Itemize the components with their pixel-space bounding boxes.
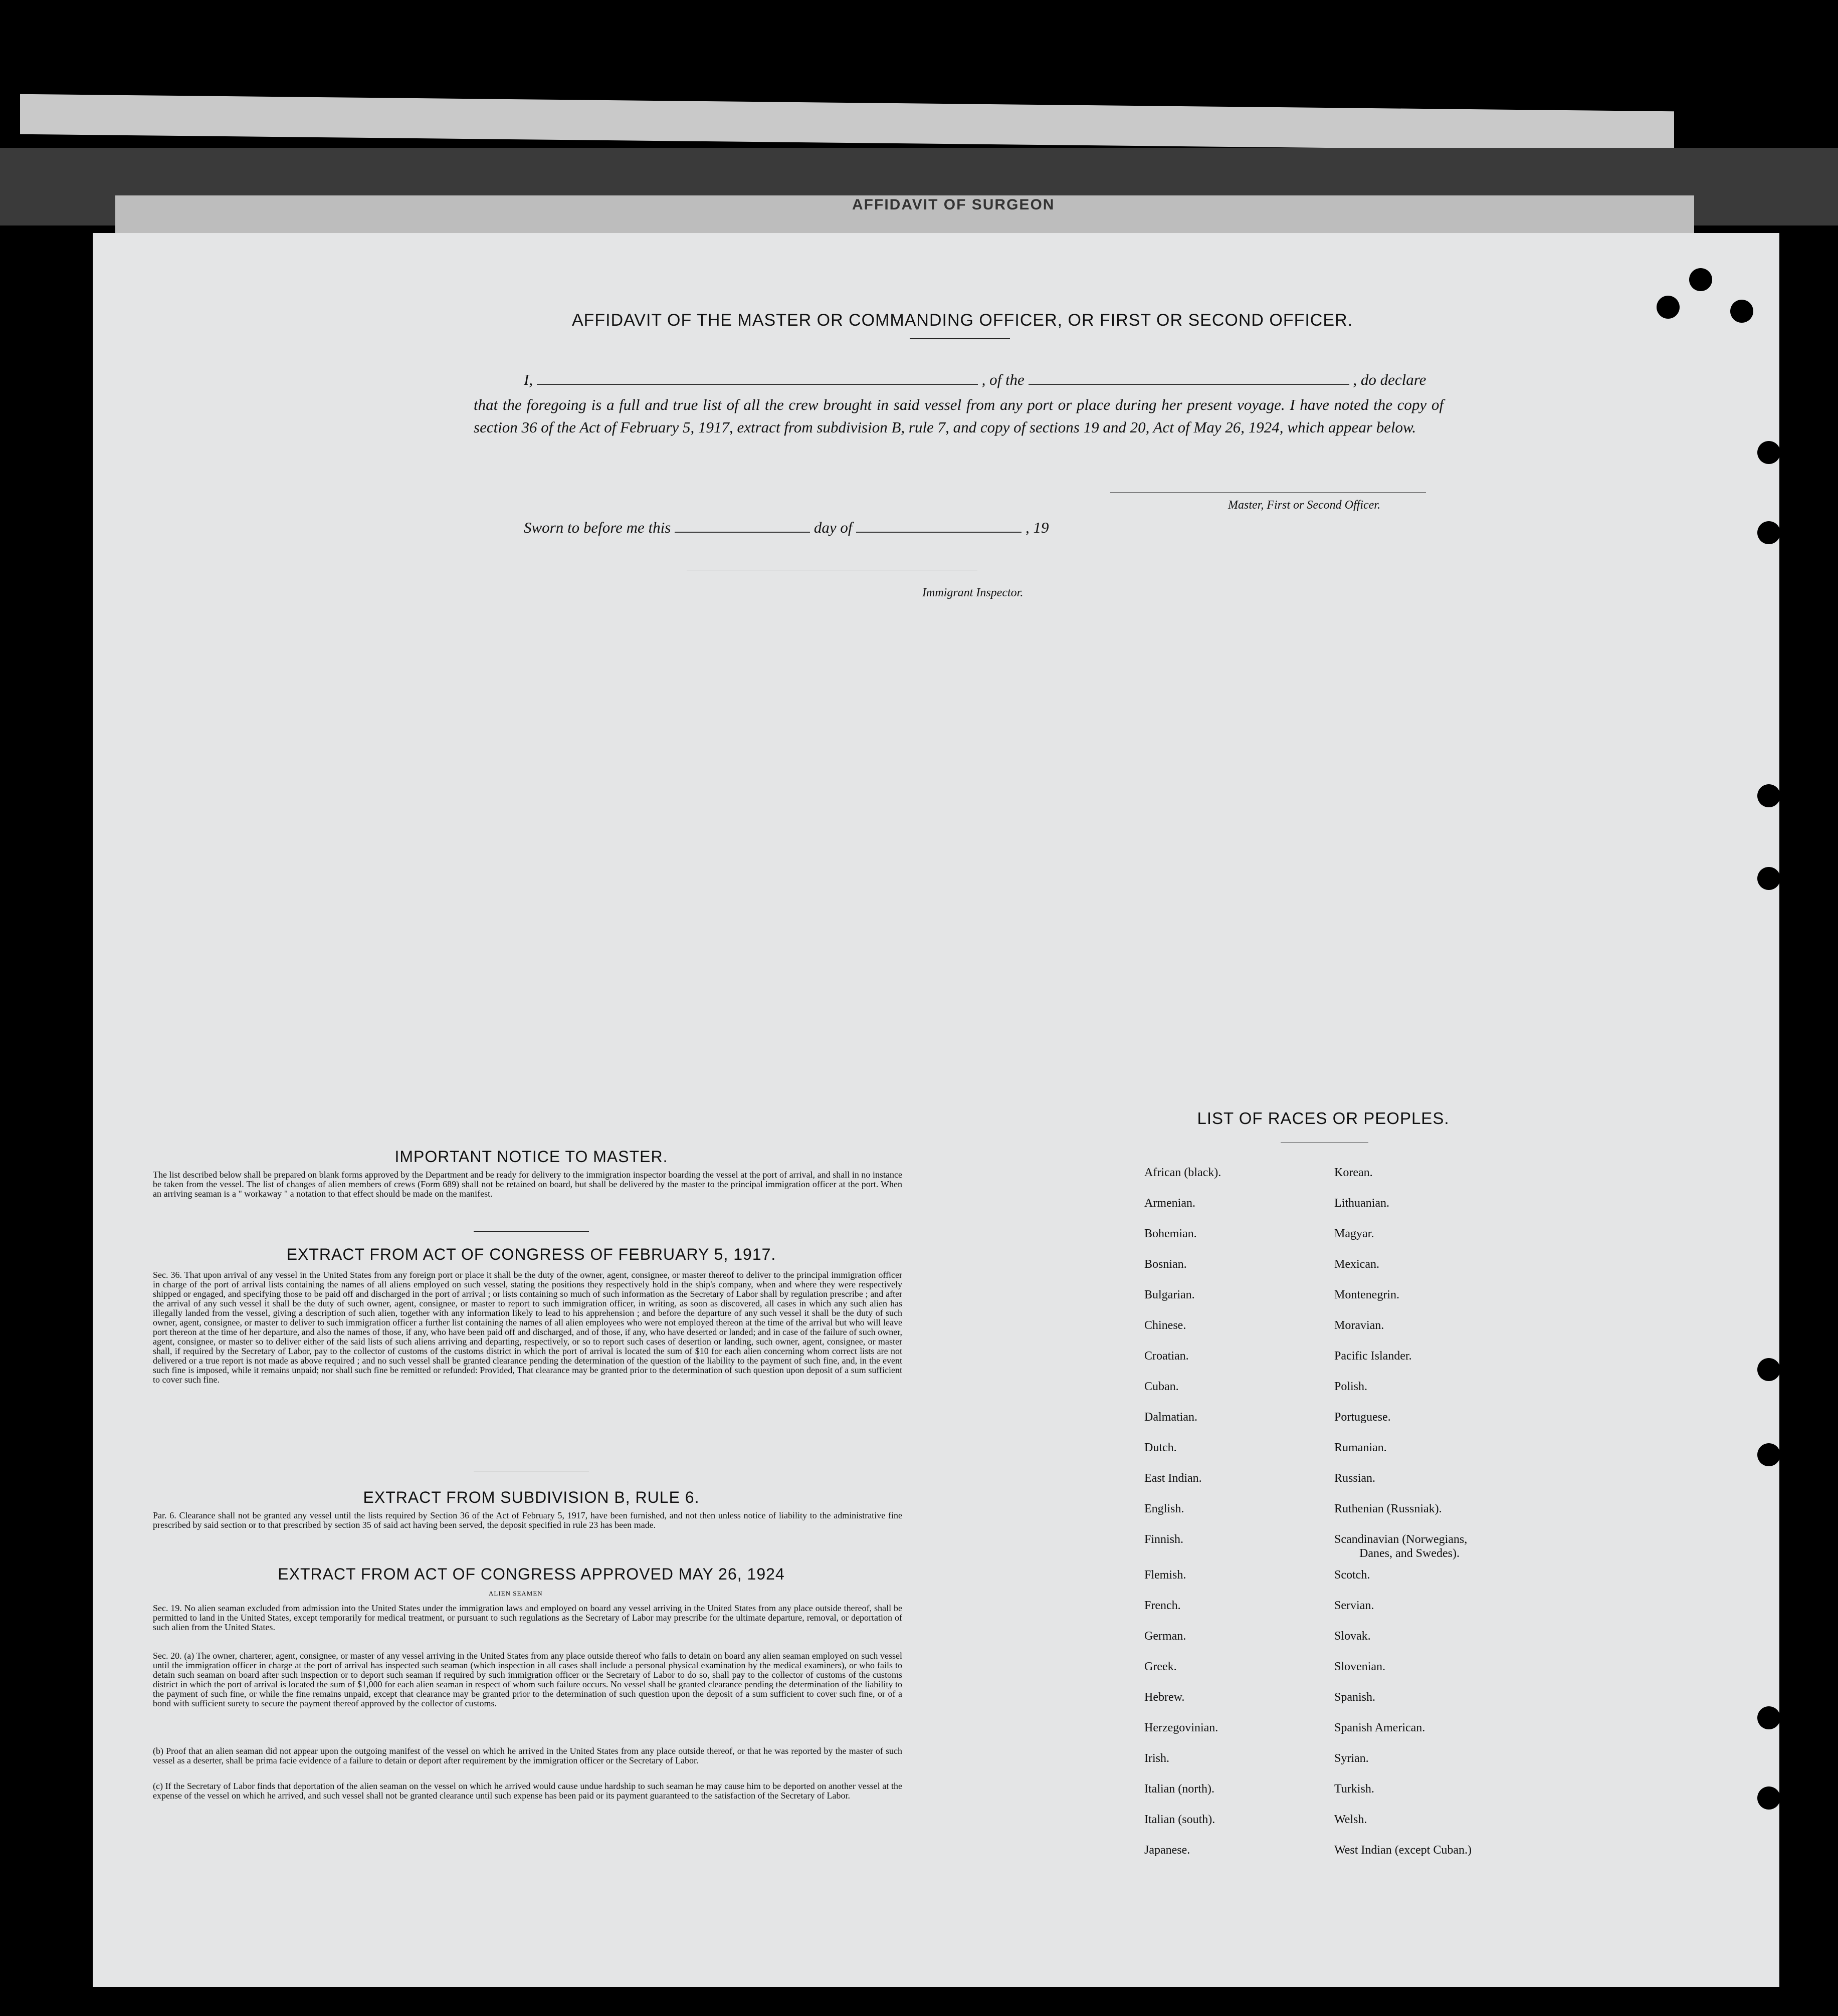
declarant-prefix: I, (524, 371, 533, 388)
signature-line[interactable] (1110, 492, 1426, 493)
sworn-line (524, 519, 1049, 537)
year-label: , 19 (1025, 519, 1049, 536)
race-item: Scandinavian (Norwegians, (1334, 1533, 1468, 1546)
race-item: Rumanian. (1334, 1441, 1387, 1454)
race-item: Syrian. (1334, 1752, 1369, 1765)
race-item: Montenegrin. (1334, 1288, 1399, 1301)
race-item: German. (1144, 1630, 1186, 1643)
race-item: Scotch. (1334, 1569, 1370, 1582)
race-item: Moravian. (1334, 1319, 1384, 1332)
race-item: Welsh. (1334, 1813, 1367, 1826)
race-item: East Indian. (1144, 1472, 1202, 1485)
extract-1924-sec20a: Sec. 20. (a) The owner, charterer, agent, consignee, or master of any vessel arriving in the United States from any place outside thereof who fails to detain on board any alien seaman employed on such vessel until the immigration officer in charge at the port of arrival has inspected such seaman (which inspection in all cases shall include a personal physical examination by the medical examiners), or who fails to detain such seaman on board after such inspection or to deport such seaman if required by such immigration officer or the Secretary of Labor to do so, shall pay to the collector of customs of the customs district in which the port of arrival is located the sum of $1,000 for each alien seaman in respect of whom such failure occurs. No vessel shall be granted clearance pending the determination of the liability to the payment of such fine, or while the fine remains unpaid, except that clearance may be granted prior to the determination of such question upon the deposit of a sum sufficient to cover such fine, or of a bond with sufficient surety to secure the payment thereof approved by the collector of customs. (153, 1651, 902, 1708)
sworn-day-field[interactable] (675, 532, 810, 533)
race-item: Hebrew. (1144, 1691, 1185, 1704)
punch-hole (1757, 1786, 1780, 1810)
race-item: Russian. (1334, 1472, 1376, 1485)
extract-1924-sec19: Sec. 19. No alien seaman excluded from admission into the United States under the immigration laws and employed on board any vessel arriving in the United States from any place outside thereof, shall be permitted to land in the United States, except temporarily for medical treatment, or pursuant to such regulations as the Secretary of Labor may prescribe for the ultimate departure, removal, or deportation of such alien from the United States. (153, 1603, 902, 1632)
do-declare-label: , do declare (1353, 371, 1426, 388)
race-item: Finnish. (1144, 1533, 1184, 1546)
title-divider (910, 338, 1010, 339)
of-the-label: , of the (981, 371, 1025, 388)
extract-1917-text: Sec. 36. That upon arrival of any vessel in the United States from any foreign port or place it shall be the duty of the owner, agent, consignee, or master thereof to deliver to the principal immigration officer in charge of the port of arrival lists containing the names of all aliens employed on such vessel, stating the positions they respectively hold in the ship's company, when and where they were respectively shipped or engaged, and specifying those to be paid off and discharged in the port of arrival ; or lists containing so much of such information as the Secretary of Labor shall by regulation prescribe ; and after the arrival of any such vessel it shall be the duty of such owner, agent, consignee, or master to report to such immigration officer, in writing, as soon as discovered, all cases in which any such alien has illegally landed from the vessel, giving a description of such alien, together with any information likely to lead to his apprehension ; and before the departure of any such vessel it shall be the duty of such owner, agent, consignee, or master to deliver to such immigration officer a further list containing the names of all alien employees who were not employed thereon at the time of the arrival but who will leave port thereon at the time of her departure, and also the names of those, if any, who have been paid off and discharged, and of those, if any, who have deserted or landed; and in case of the failure of such owner, agent, consignee, or master so to deliver either of the said lists of such aliens arriving and departing, respectively, or so to report such cases of desertion or landing, such owner, agent, consignee, or master shall, if required by the Secretary of Labor, pay to the collector of customs of the customs district in which the port of arrival is located the sum of $10 for each alien concerning whom correct lists are not delivered or a true report is not made as above required ; and no such vessel shall be granted clearance pending the determination of the question of the liability to the payment of such fine, and, in the event such fine is imposed, while it remains unpaid; nor shall such fine be remitted or refunded: Provided, That clearance may be granted prior to the determination of such question upon deposit of a sum sufficient to cover such fine. (153, 1270, 902, 1385)
race-item: Dutch. (1144, 1441, 1177, 1454)
punch-hole (1689, 268, 1712, 291)
race-item: Lithuanian. (1334, 1197, 1389, 1210)
declaration-text (474, 393, 1444, 438)
punch-hole (1757, 441, 1780, 464)
races-title: LIST OF RACES OR PEOPLES. (1197, 1109, 1450, 1128)
extract-rule-title: EXTRACT FROM SUBDIVISION B, RULE 6. (363, 1488, 700, 1506)
punch-hole (1730, 300, 1753, 323)
punch-hole (1757, 867, 1780, 890)
inspector-label: Immigrant Inspector. (922, 586, 1024, 599)
race-item: Pacific Islander. (1334, 1350, 1412, 1363)
declaration-line (524, 371, 1426, 389)
race-item: Bulgarian. (1144, 1288, 1195, 1301)
extract-1924-sec20c: (c) If the Secretary of Labor finds that deportation of the alien seaman on the vessel on which he arrived would cause undue hardship to such seaman he may cause him to be deported on another vessel at the expense of the vessel on which he arrived, and such vessel shall not be granted clearance until such expense has been paid or its payment guaranteed to the satisfaction of the Secretary of Labor. (153, 1781, 902, 1801)
race-item: Greek. (1144, 1660, 1177, 1673)
race-item: Italian (north). (1144, 1782, 1214, 1796)
race-item: Italian (south). (1144, 1813, 1215, 1826)
race-item: Bohemian. (1144, 1227, 1197, 1240)
declaration-body: that the foregoing is a full and true list of all the crew brought in said vessel from any port or place during her present voyage. I have noted the copy of section 36 of the Act of February 5, 1917, extract from subdivision B, rule 7, and copy of sections 19 and 20, Act of May 26, 1924, which appear below. (474, 396, 1444, 436)
race-item: Irish. (1144, 1752, 1169, 1765)
extract-1924-subtitle: ALIEN SEAMEN (489, 1590, 543, 1597)
extract-rule-text: Par. 6. Clearance shall not be granted any vessel until the lists required by Section 36 of the Act of February 5, 1917, have been furnished, and not then unless notice of liability to the administrative fine prescribed by said section or to that prescribed by section 35 of said act having been served, the deposit specified in rule 23 has been made. (153, 1510, 902, 1530)
race-item: Magyar. (1334, 1227, 1374, 1240)
race-item: Croatian. (1144, 1350, 1189, 1363)
manifest-sheet (93, 233, 1779, 1987)
race-item-continuation: Danes, and Swedes). (1359, 1547, 1460, 1560)
sworn-prefix: Sworn to before me this (524, 519, 671, 536)
race-item: Mexican. (1334, 1258, 1379, 1271)
race-item: Flemish. (1144, 1569, 1186, 1582)
punch-hole (1757, 1706, 1780, 1729)
race-item: Ruthenian (Russniak). (1334, 1502, 1442, 1515)
affidavit-title: AFFIDAVIT OF THE MASTER OR COMMANDING OFFICER, OR FIRST OR SECOND OFFICER. (571, 311, 1353, 330)
race-item: West Indian (except Cuban.) (1334, 1844, 1472, 1857)
race-item: African (black). (1144, 1166, 1221, 1179)
punch-hole (1657, 296, 1680, 319)
race-item: Portuguese. (1334, 1411, 1391, 1424)
underlying-page-heading: AFFIDAVIT OF SURGEON (852, 196, 1055, 213)
race-item: Cuban. (1144, 1380, 1179, 1393)
punch-hole (1757, 1443, 1780, 1466)
race-item: French. (1144, 1599, 1181, 1612)
race-item: Spanish. (1334, 1691, 1376, 1704)
race-item: Slovenian. (1334, 1660, 1385, 1673)
race-item: Servian. (1334, 1599, 1374, 1612)
race-item: Japanese. (1144, 1844, 1190, 1857)
declarant-name-field[interactable] (537, 384, 978, 385)
punch-hole (1757, 784, 1780, 807)
sworn-month-field[interactable] (856, 532, 1022, 533)
race-item: Chinese. (1144, 1319, 1186, 1332)
background-paper-strip (20, 94, 1674, 152)
race-item: Polish. (1334, 1380, 1368, 1393)
punch-hole (1757, 521, 1780, 544)
race-item: Spanish American. (1334, 1721, 1425, 1734)
race-item: Slovak. (1334, 1630, 1371, 1643)
day-of-label: day of (813, 519, 853, 536)
notice-title: IMPORTANT NOTICE TO MASTER. (394, 1148, 668, 1166)
extract-1917-title: EXTRACT FROM ACT OF CONGRESS OF FEBRUARY 5, 1917. (286, 1245, 776, 1263)
punch-hole (1757, 1358, 1780, 1381)
extract-1924-sec20b: (b) Proof that an alien seaman did not appear upon the outgoing manifest of the vessel on which he arrived in the United States from any place outside thereof, or that he was reported by the master of such vessel as a deserter, shall be prima facie evidence of a failure to detain or deport after requirement by the immigration officer or the Secretary of Labor. (153, 1746, 902, 1765)
race-item: Dalmatian. (1144, 1411, 1197, 1424)
signature-label: Master, First or Second Officer. (1228, 499, 1380, 512)
vessel-name-field[interactable] (1029, 384, 1349, 385)
notice-divider (474, 1231, 589, 1232)
race-item: Armenian. (1144, 1197, 1195, 1210)
race-item: Turkish. (1334, 1782, 1374, 1796)
notice-text: The list described below shall be prepared on blank forms approved by the Department and be ready for delivery to the immigration inspector boarding the vessel at the port of arrival, and shall in no instance be taken from the vessel. The list of changes of alien members of crews (Form 689) shall not be retained on board, but shall be delivered by the master to the principal immigration officer at the port. When an arriving seaman is a " workaway " a notation to that effect should be made on the manifest. (153, 1170, 902, 1199)
race-item: English. (1144, 1502, 1184, 1515)
extract-1924-title: EXTRACT FROM ACT OF CONGRESS APPROVED MAY 26, 1924 (278, 1565, 785, 1583)
race-item: Bosnian. (1144, 1258, 1187, 1271)
race-item: Herzegovinian. (1144, 1721, 1218, 1734)
race-item: Korean. (1334, 1166, 1373, 1179)
